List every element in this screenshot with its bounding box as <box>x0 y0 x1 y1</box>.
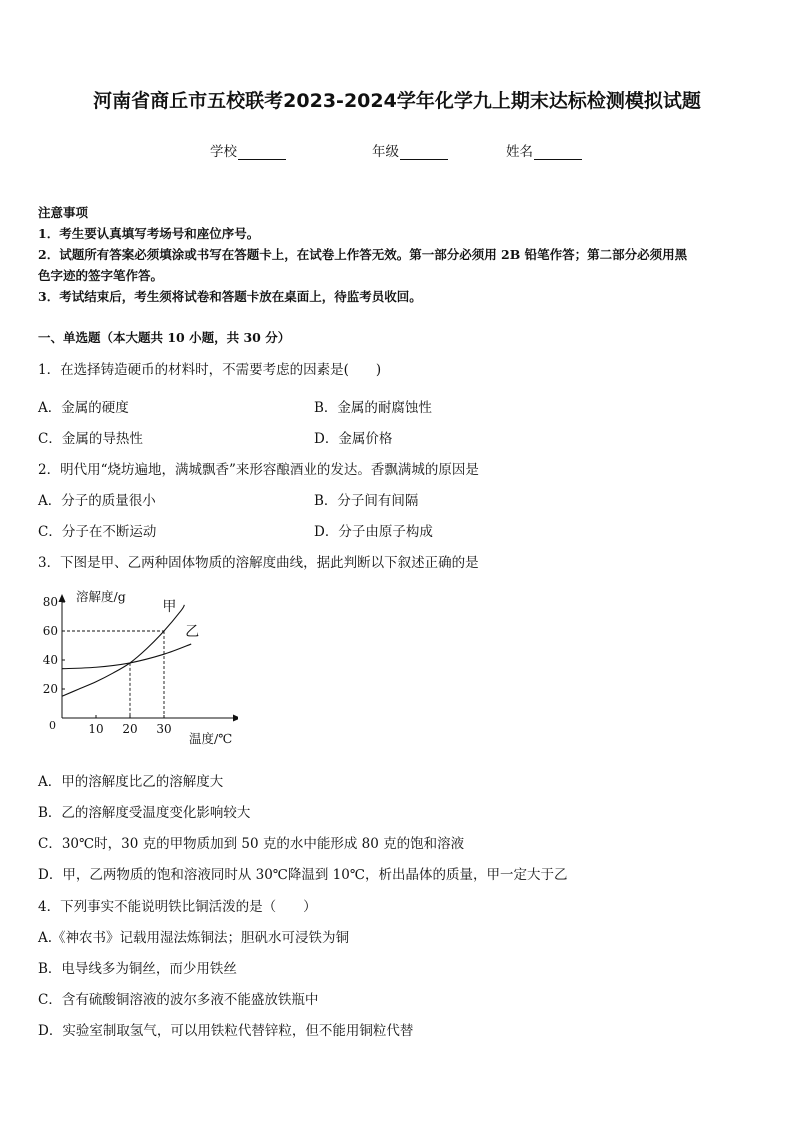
q2-option-b: B．分子间有间隔 <box>314 493 419 509</box>
x-axis-arrow <box>233 715 238 722</box>
notice-heading: 注意事项 <box>38 205 89 220</box>
notice-item: 3．考试结束后，考生须将试卷和答题卡放在桌面上，待监考员收回。 <box>38 289 422 304</box>
q4-option-c: C．含有硫酸铜溶液的波尔多液不能盛放铁瓶中 <box>38 992 319 1008</box>
y-tick-label: 80 <box>42 595 58 609</box>
series-line-jia <box>62 605 184 696</box>
y-tick-label: 20 <box>42 682 58 696</box>
grade-blank[interactable] <box>400 145 448 160</box>
q2-option-d: D．分子由原子构成 <box>314 524 433 540</box>
origin-label: 0 <box>49 719 56 732</box>
q3-option-b: B．乙的溶解度受温度变化影响较大 <box>38 805 251 821</box>
x-tick-label: 10 <box>88 722 104 736</box>
x-tick-label: 30 <box>156 722 172 736</box>
q3-option-a: A．甲的溶解度比乙的溶解度大 <box>38 774 224 790</box>
q1-option-c: C．金属的导热性 <box>38 431 143 447</box>
y-tick-label: 60 <box>42 624 58 638</box>
name-blank[interactable] <box>534 145 582 160</box>
q1-option-d: D．金属价格 <box>314 431 393 447</box>
solubility-chart <box>38 582 238 752</box>
x-tick-label: 20 <box>122 722 138 736</box>
series-label: 乙 <box>185 624 200 641</box>
question-3-stem: 3．下图是甲、乙两种固体物质的溶解度曲线，据此判断以下叙述正确的是 <box>38 555 479 571</box>
q4-option-d: D．实验室制取氢气，可以用铁粒代替锌粒，但不能用铜粒代替 <box>38 1023 414 1039</box>
question-2-stem: 2．明代用“烧坊遍地，满城飘香”来形容酿酒业的发达。香飘满城的原因是 <box>38 462 479 478</box>
name-field <box>506 140 582 160</box>
name-label: 姓名 <box>506 144 533 160</box>
q1-option-a: A．金属的硬度 <box>38 400 129 416</box>
section-heading: 一、单选题（本大题共 10 小题，共 30 分） <box>38 330 291 345</box>
q3-option-c: C．30℃时，30 克的甲物质加到 50 克的水中能形成 80 克的饱和溶液 <box>38 836 465 852</box>
page-title: 河南省商丘市五校联考2023-2024学年化学九上期末达标检测模拟试题 <box>93 90 701 112</box>
notice-item: 2．试题所有答案必须填涂或书写在答题卡上，在试卷上作答无效。第一部分必须用 2B 铅笔作答；第二部分必须用黑 <box>38 247 688 262</box>
school-field <box>210 140 286 160</box>
series-label: 甲 <box>162 598 177 615</box>
q4-option-a: A.《神农书》记载用湿法炼铜法；胆矾水可浸铁为铜 <box>38 930 350 946</box>
grade-label: 年级 <box>372 144 399 160</box>
notice-item: 色字迹的签字笔作答。 <box>38 268 164 283</box>
y-axis-label: 溶解度/g <box>76 589 126 604</box>
question-1-stem: 1．在选择铸造硬币的材料时，不需要考虑的因素是( ) <box>38 362 382 378</box>
q3-option-d: D．甲，乙两物质的饱和溶液同时从 30℃降温到 10℃，析出晶体的质量，甲一定大于乙 <box>38 867 568 883</box>
q4-option-b: B．电导线多为铜丝，而少用铁丝 <box>38 961 237 977</box>
q2-option-a: A．分子的质量很小 <box>38 493 156 509</box>
x-axis-label: 温度/℃ <box>189 731 233 746</box>
y-tick-label: 40 <box>42 653 58 667</box>
q2-option-c: C．分子在不断运动 <box>38 524 157 540</box>
school-label: 学校 <box>210 144 237 160</box>
grade-field <box>372 140 448 160</box>
y-axis-arrow <box>59 594 66 602</box>
school-blank[interactable] <box>238 145 286 160</box>
notice-item: 1．考生要认真填写考场号和座位序号。 <box>38 226 260 241</box>
q1-option-b: B．金属的耐腐蚀性 <box>314 400 432 416</box>
question-4-stem: 4．下列事实不能说明铁比铜活泼的是（ ） <box>38 899 317 915</box>
